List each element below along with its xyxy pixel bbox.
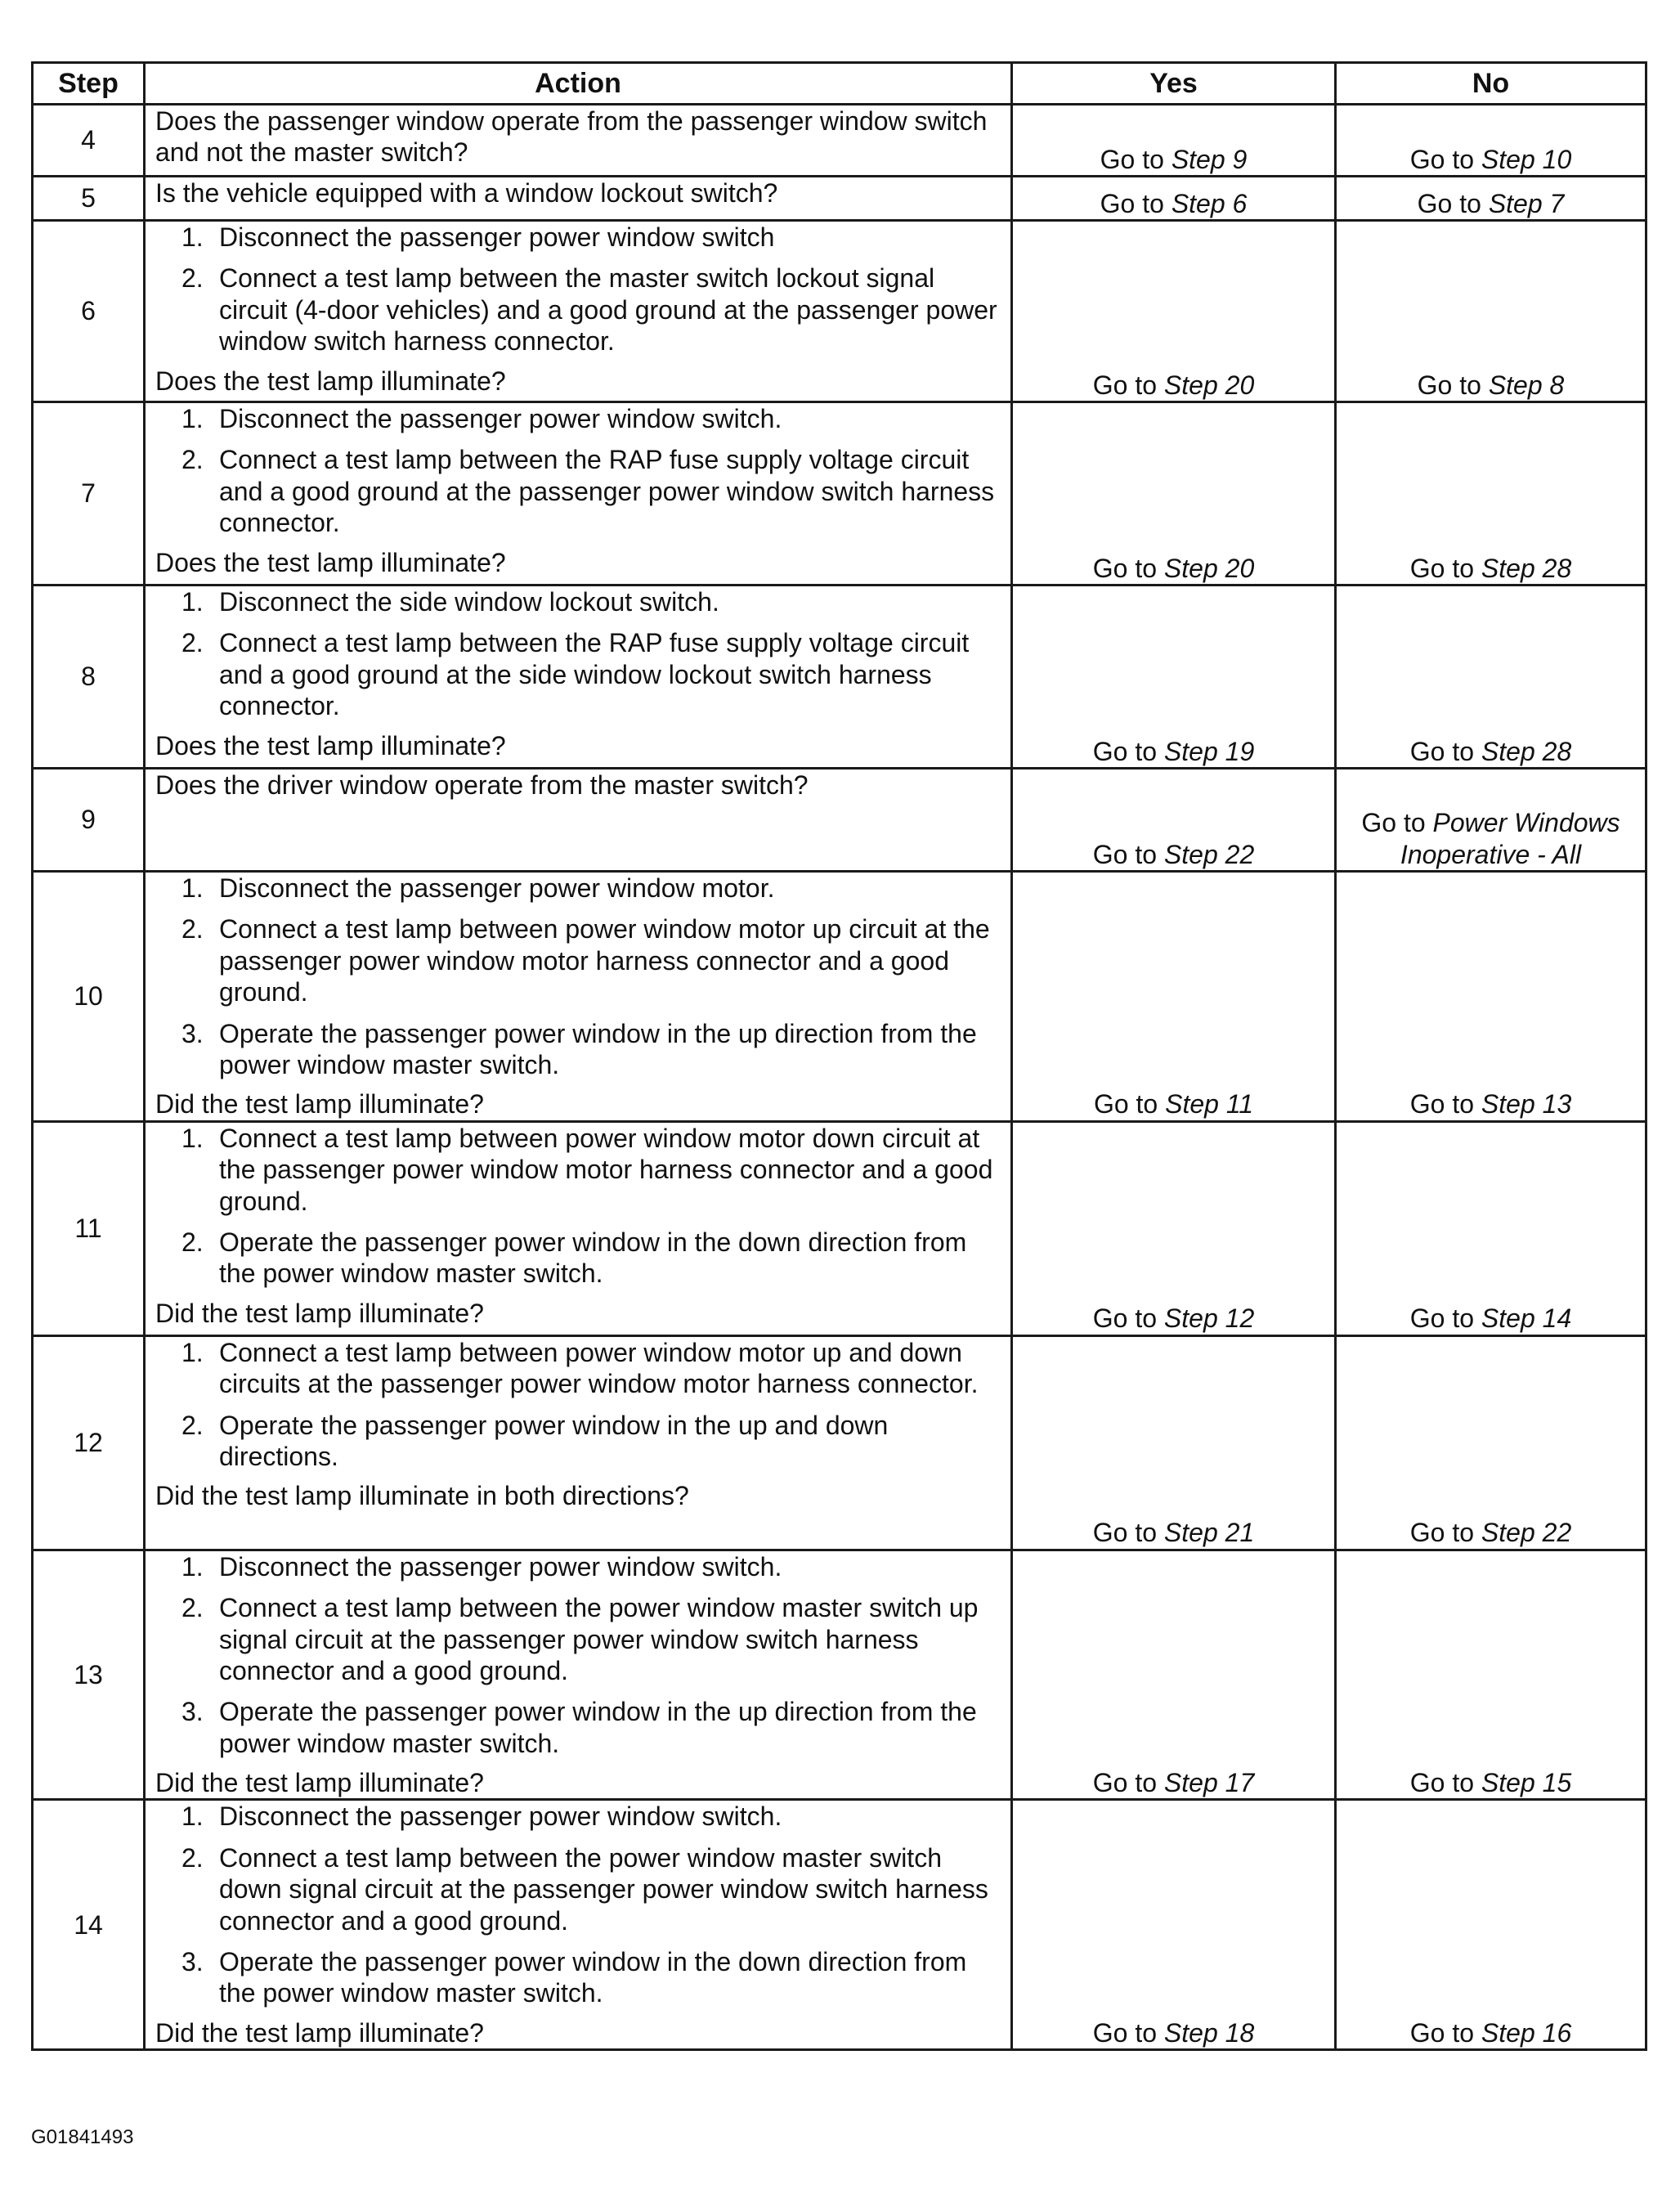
action-step-number: 1. xyxy=(181,873,204,903)
action-step-text: Disconnect the passenger power window switch. xyxy=(219,1801,782,1832)
no-result-cell xyxy=(1336,105,1646,177)
action-step-item xyxy=(155,1696,1001,1759)
action-step-number: 2. xyxy=(181,1593,204,1623)
no-result-cell xyxy=(1336,1335,1646,1550)
action-step-text: Operate the passenger power window in the down direction from the power window master switch. xyxy=(219,1227,967,1289)
action-steps-list xyxy=(155,1123,1001,1290)
yes-goto-prefix: Go to xyxy=(1100,188,1172,218)
action-step-text: Connect a test lamp between the power window master switch down signal circuit at the passenger power window switch harness connector and a good ground. xyxy=(219,1842,988,1936)
action-step-item xyxy=(155,586,1001,617)
step-number: 11 xyxy=(33,1121,145,1335)
action-step-text: Disconnect the passenger power window switch. xyxy=(219,404,782,433)
yes-goto-prefix: Go to xyxy=(1100,144,1172,174)
yes-goto-reference[interactable]: Step 6 xyxy=(1171,188,1248,218)
action-step-number: 2. xyxy=(181,1842,204,1873)
step-number: 4 xyxy=(33,105,145,177)
no-result-cell xyxy=(1336,1121,1646,1335)
action-step-number: 2. xyxy=(181,914,204,944)
action-step-number: 3. xyxy=(181,1697,204,1727)
table-row xyxy=(33,1121,1646,1335)
table-row xyxy=(33,1335,1646,1550)
yes-result-cell xyxy=(1012,177,1336,221)
yes-goto-reference[interactable]: Step 20 xyxy=(1163,553,1255,583)
action-question: Did the test lamp illuminate? xyxy=(155,1298,484,1328)
yes-goto-prefix: Go to xyxy=(1092,553,1164,583)
yes-result-cell xyxy=(1012,402,1336,586)
yes-result-cell xyxy=(1012,1121,1336,1335)
action-step-number: 3. xyxy=(181,1018,204,1048)
action-question: Does the test lamp illuminate? xyxy=(155,366,506,396)
no-goto-reference[interactable]: Step 7 xyxy=(1488,188,1565,218)
action-step-text: Disconnect the passenger power window switch xyxy=(219,222,775,252)
header-step: Step xyxy=(33,63,145,105)
action-steps-list xyxy=(155,1337,1001,1473)
table-body xyxy=(33,105,1646,2050)
action-step-text: Disconnect the side window lockout switch. xyxy=(219,587,719,617)
action-step-item xyxy=(155,1551,1001,1582)
table-row xyxy=(33,872,1646,1122)
action-step-number: 1. xyxy=(181,1337,204,1367)
action-steps-list xyxy=(155,403,1001,539)
yes-goto-prefix: Go to xyxy=(1092,1518,1164,1548)
action-step-number: 1. xyxy=(181,1801,204,1832)
figure-id: G01841493 xyxy=(31,2126,134,2148)
no-goto-prefix: Go to xyxy=(1409,2017,1481,2048)
action-step-item xyxy=(155,1801,1001,1832)
action-step-item xyxy=(155,913,1001,1007)
step-number: 13 xyxy=(33,1550,145,1800)
action-question: Did the test lamp illuminate? xyxy=(155,1089,484,1119)
action-cell xyxy=(145,1550,1012,1800)
no-goto-prefix: Go to xyxy=(1417,370,1489,400)
action-step-text: Operate the passenger power window in the down direction from the power window master switch. xyxy=(219,1947,967,2008)
action-step-item xyxy=(155,262,1001,357)
action-step-item xyxy=(155,1123,1001,1217)
no-goto-prefix: Go to xyxy=(1409,1303,1481,1334)
action-step-item xyxy=(155,627,1001,721)
action-steps-list xyxy=(155,222,1001,357)
table-row xyxy=(33,105,1646,177)
action-question: Does the test lamp illuminate? xyxy=(155,730,506,761)
yes-result-cell xyxy=(1012,105,1336,177)
header-yes: Yes xyxy=(1012,63,1336,105)
step-number: 12 xyxy=(33,1335,145,1550)
action-cell xyxy=(145,105,1012,177)
yes-result-cell xyxy=(1012,1335,1336,1550)
no-goto-reference[interactable]: Step 13 xyxy=(1481,1089,1572,1119)
action-step-item xyxy=(155,1946,1001,2009)
yes-goto-prefix: Go to xyxy=(1092,370,1164,400)
action-question: Did the test lamp illuminate? xyxy=(155,1768,484,1798)
action-step-text: Operate the passenger power window in the up and down directions. xyxy=(219,1410,889,1471)
no-goto-prefix: Go to xyxy=(1409,1089,1481,1119)
action-step-text: Connect a test lamp between the RAP fuse supply voltage circuit and a good ground at the passenger power window switch harness connector. xyxy=(219,445,995,538)
yes-goto-reference[interactable]: Step 9 xyxy=(1171,144,1248,174)
yes-goto-prefix: Go to xyxy=(1093,1089,1166,1119)
yes-goto-reference[interactable]: Step 17 xyxy=(1163,1768,1255,1798)
action-cell xyxy=(145,402,1012,586)
action-step-item xyxy=(155,1410,1001,1473)
action-step-text: Connect a test lamp between the power window master switch up signal circuit at the passenger power window switch harness connector and a good ground. xyxy=(219,1593,979,1685)
yes-goto-reference[interactable]: Step 21 xyxy=(1163,1518,1255,1548)
table-row xyxy=(33,402,1646,586)
action-steps-list xyxy=(155,586,1001,722)
action-step-text: Connect a test lamp between the master switch lockout signal circuit (4-door vehicles) and a good ground at the passenger power window switch harness connector. xyxy=(219,263,997,357)
no-goto-reference[interactable]: Power Windows Inoperative - All xyxy=(1400,808,1620,869)
no-result-cell xyxy=(1336,769,1646,872)
no-result-cell xyxy=(1336,1550,1646,1800)
no-goto-reference[interactable]: Step 8 xyxy=(1488,370,1565,400)
action-cell xyxy=(145,177,1012,221)
table-row xyxy=(33,1550,1646,1800)
yes-result-cell xyxy=(1012,221,1336,402)
header-action: Action xyxy=(145,63,1012,105)
step-number: 9 xyxy=(33,769,145,872)
action-step-number: 1. xyxy=(181,587,204,617)
action-step-item xyxy=(155,1842,1001,1936)
yes-goto-prefix: Go to xyxy=(1092,1303,1164,1334)
action-question: Does the test lamp illuminate? xyxy=(155,547,506,577)
action-step-text: Connect a test lamp between the RAP fuse supply voltage circuit and a good ground at the side window lockout switch harness connector. xyxy=(219,628,970,721)
no-goto-prefix: Go to xyxy=(1409,553,1481,583)
action-step-text: Connect a test lamp between power window motor down circuit at the passenger power window motor harness connector and a good ground. xyxy=(219,1123,993,1216)
action-step-number: 1. xyxy=(181,222,204,252)
step-number: 8 xyxy=(33,586,145,769)
no-result-cell xyxy=(1336,221,1646,402)
no-goto-prefix: Go to xyxy=(1361,808,1433,838)
action-step-number: 2. xyxy=(181,1410,204,1440)
table-row xyxy=(33,221,1646,402)
action-cell xyxy=(145,221,1012,402)
no-result-cell xyxy=(1336,402,1646,586)
action-cell xyxy=(145,872,1012,1122)
no-result-cell xyxy=(1336,586,1646,769)
action-step-item xyxy=(155,1018,1001,1081)
action-step-number: 2. xyxy=(181,263,204,294)
no-goto-reference[interactable]: Step 10 xyxy=(1481,144,1572,174)
no-goto-prefix: Go to xyxy=(1417,188,1489,218)
action-steps-list xyxy=(155,873,1001,1080)
action-cell xyxy=(145,1800,1012,2050)
no-result-cell xyxy=(1336,872,1646,1122)
no-goto-reference[interactable]: Step 22 xyxy=(1481,1518,1572,1548)
action-step-text: Disconnect the passenger power window motor. xyxy=(219,873,775,903)
action-step-text: Operate the passenger power window in the up direction from the power window master switch. xyxy=(219,1697,977,1758)
action-step-number: 1. xyxy=(181,1123,204,1153)
no-result-cell xyxy=(1336,177,1646,221)
yes-goto-prefix: Go to xyxy=(1092,736,1164,766)
action-step-number: 1. xyxy=(181,1551,204,1582)
no-goto-reference[interactable]: Step 14 xyxy=(1481,1303,1572,1334)
header-no: No xyxy=(1336,63,1646,105)
action-step-number: 2. xyxy=(181,445,204,475)
header-row xyxy=(33,63,1646,105)
table-row xyxy=(33,177,1646,221)
yes-result-cell xyxy=(1012,769,1336,872)
no-goto-prefix: Go to xyxy=(1409,736,1481,766)
step-number: 6 xyxy=(33,221,145,402)
no-goto-reference[interactable]: Step 28 xyxy=(1481,553,1572,583)
action-step-number: 3. xyxy=(181,1947,204,1977)
no-result-cell xyxy=(1336,1800,1646,2050)
action-step-number: 2. xyxy=(181,628,204,658)
yes-result-cell xyxy=(1012,872,1336,1122)
action-step-item xyxy=(155,1592,1001,1686)
action-step-text: Disconnect the passenger power window switch. xyxy=(219,1551,782,1582)
action-cell xyxy=(145,1121,1012,1335)
action-step-item xyxy=(155,873,1001,904)
table-row xyxy=(33,769,1646,872)
action-step-item xyxy=(155,1227,1001,1290)
action-cell xyxy=(145,586,1012,769)
step-number: 5 xyxy=(33,177,145,221)
no-goto-reference[interactable]: Step 28 xyxy=(1481,736,1572,766)
step-number: 14 xyxy=(33,1800,145,2050)
action-question: Did the test lamp illuminate? xyxy=(155,2017,484,2048)
action-step-text: Connect a test lamp between power window motor up circuit at the passenger power window motor harness connector and a good ground. xyxy=(219,914,990,1007)
no-goto-reference[interactable]: Step 15 xyxy=(1481,1768,1572,1798)
yes-goto-reference[interactable]: Step 22 xyxy=(1163,839,1255,869)
no-goto-prefix: Go to xyxy=(1409,1518,1481,1548)
action-step-number: 2. xyxy=(181,1227,204,1257)
action-steps-list xyxy=(155,1551,1001,1759)
diagnostic-table xyxy=(31,61,1647,2051)
action-step-item xyxy=(155,1337,1001,1400)
yes-goto-prefix: Go to xyxy=(1092,1768,1164,1798)
yes-goto-reference[interactable]: Step 12 xyxy=(1163,1303,1255,1334)
no-goto-prefix: Go to xyxy=(1409,144,1481,174)
yes-goto-reference[interactable]: Step 19 xyxy=(1163,736,1255,766)
action-step-text: Operate the passenger power window in the up direction from the power window master switch. xyxy=(219,1018,977,1079)
yes-goto-prefix: Go to xyxy=(1092,2017,1164,2048)
table-row xyxy=(33,1800,1646,2050)
yes-result-cell xyxy=(1012,586,1336,769)
yes-result-cell xyxy=(1012,1550,1336,1800)
action-step-item xyxy=(155,403,1001,434)
action-question: Is the vehicle equipped with a window lockout switch? xyxy=(155,178,778,208)
step-number: 10 xyxy=(33,872,145,1122)
action-cell xyxy=(145,769,1012,872)
yes-goto-prefix: Go to xyxy=(1092,839,1164,869)
action-step-item xyxy=(155,222,1001,253)
table-row xyxy=(33,586,1646,769)
yes-goto-reference[interactable]: Step 11 xyxy=(1165,1089,1254,1119)
action-question: Did the test lamp illuminate in both directions? xyxy=(155,1481,689,1511)
yes-result-cell xyxy=(1012,1800,1336,2050)
action-question: Does the driver window operate from the master switch? xyxy=(155,770,809,800)
no-goto-prefix: Go to xyxy=(1409,1768,1481,1798)
yes-goto-reference[interactable]: Step 18 xyxy=(1163,2017,1255,2048)
action-steps-list xyxy=(155,1801,1001,2008)
step-number: 7 xyxy=(33,402,145,586)
action-step-item xyxy=(155,444,1001,538)
yes-goto-reference[interactable]: Step 20 xyxy=(1163,370,1255,400)
action-step-text: Connect a test lamp between power window motor up and down circuits at the passenger power window motor harness connector. xyxy=(219,1337,979,1399)
action-question: Does the passenger window operate from the passenger window switch and not the master switch? xyxy=(155,106,988,168)
action-cell xyxy=(145,1335,1012,1550)
action-step-number: 1. xyxy=(181,404,204,433)
no-goto-reference[interactable]: Step 16 xyxy=(1481,2017,1572,2048)
